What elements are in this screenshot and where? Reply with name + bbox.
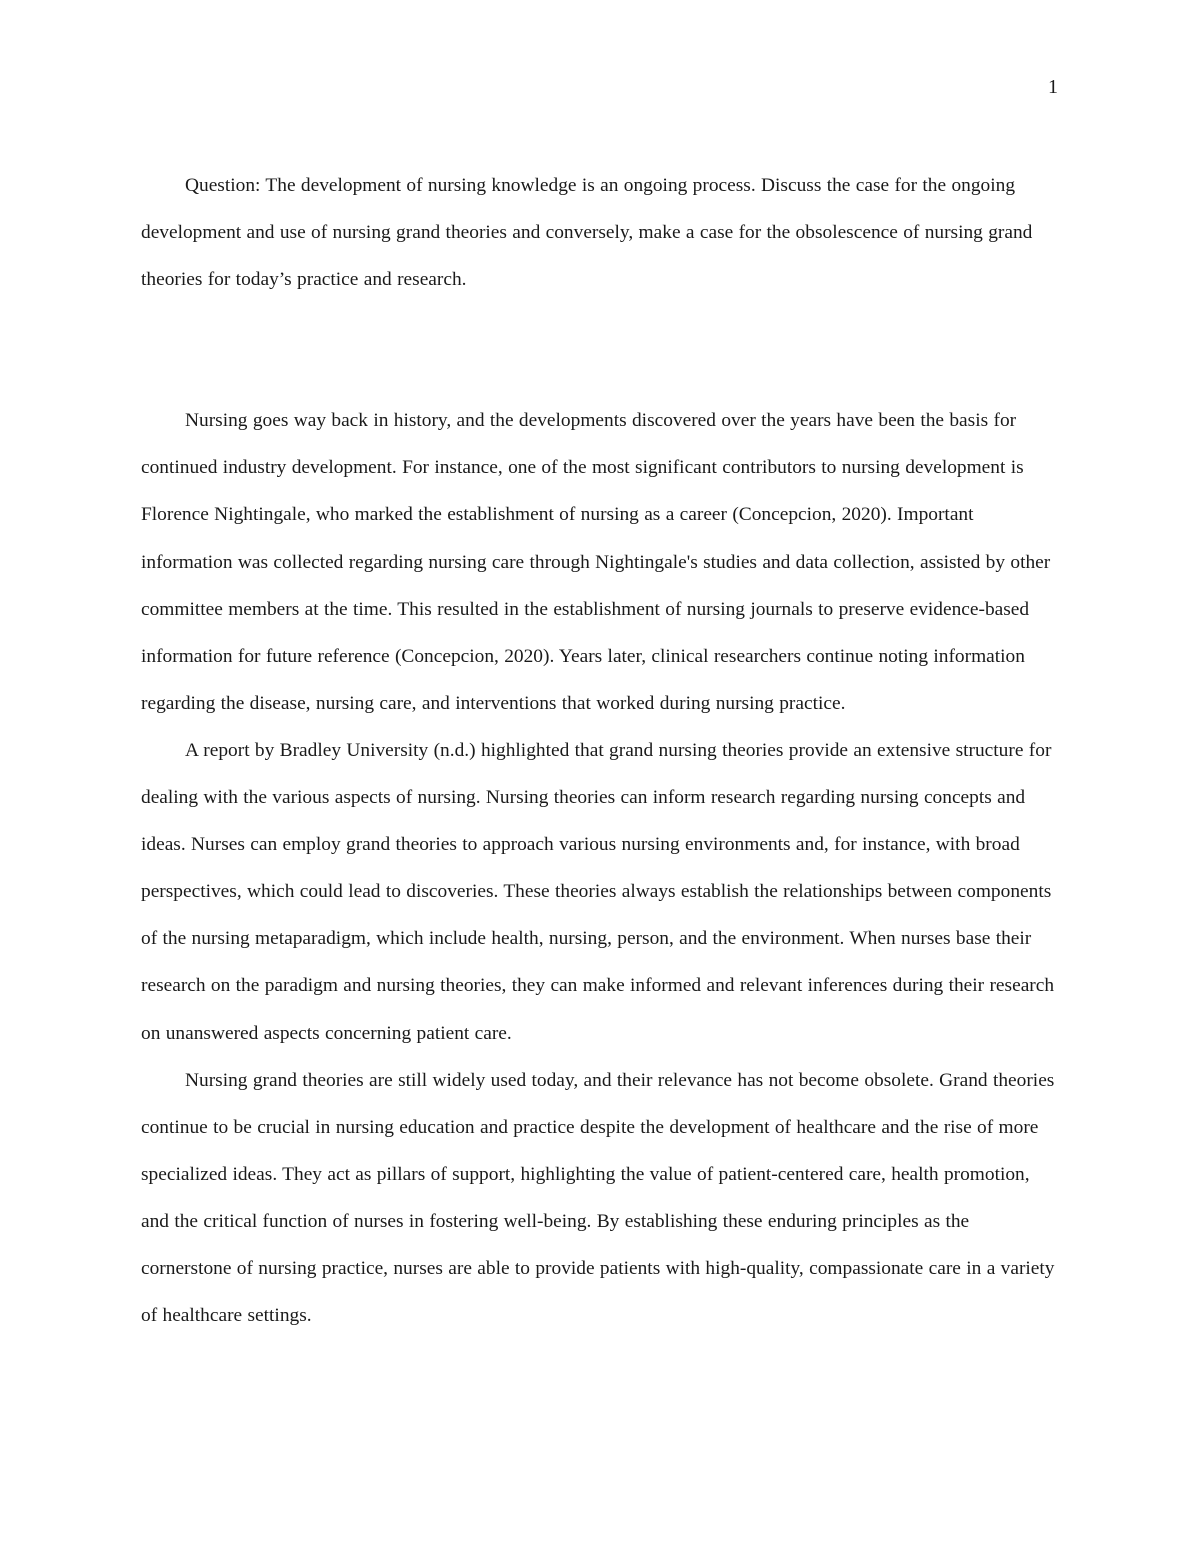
body-paragraph-grand-theories-report: A report by Bradley University (n.d.) highlighted that grand nursing theories provide an extensive structure for dealing with the various aspects of nursing. Nursing theories can inform research regarding nursing concepts and ideas. Nurses can employ grand theories to approach various nursing environments and, for instance, with broad perspectives, which could lead to discoveries. These theories always establish the relationships between components of the nursing metaparadigm, which include health, nursing, person, and the environment. When nurses base their research on the paradigm and nursing theories, they can make informed and relevant inferences during their research on unanswered aspects concerning patient care. (141, 739, 1055, 1044)
page-number: 1 (1048, 76, 1058, 98)
body-paragraph-relevance: Nursing grand theories are still widely used today, and their relevance has not become obsolete. Grand theories continue to be crucial in nursing education and practice despite the development of healthcare and the rise of more specialized ideas. They act as pillars of support, highlighting the value of patient-centered care, health promotion, and the critical function of nurses in fostering well-being. By establishing these enduring principles as the cornerstone of nursing practice, nurses are able to provide patients with high-quality, compassionate care in a variety of healthcare settings. (141, 1069, 1055, 1327)
body-paragraph-history: Nursing goes way back in history, and the developments discovered over the years have been the basis for continued industry development. For instance, one of the most significant contributors to nursing development is Florence Nightingale, who marked the establishment of nursing as a career (Concepcion, 2020). Important information was collected regarding nursing care through Nightingale's studies and data collection, assisted by other committee members at the time. This resulted in the establishment of nursing journals to preserve evidence-based information for future reference (Concepcion, 2020). Years later, clinical researchers continue noting information regarding the disease, nursing care, and interventions that worked during nursing practice. (141, 410, 1051, 714)
question-paragraph: Question: The development of nursing knowledge is an ongoing process. Discuss the case for the ongoing development and use of nursing grand theories and conversely, make a case for the obsolescence of nursing grand theories for today’s practice and research. (141, 175, 1033, 291)
document-body (141, 162, 1059, 1339)
